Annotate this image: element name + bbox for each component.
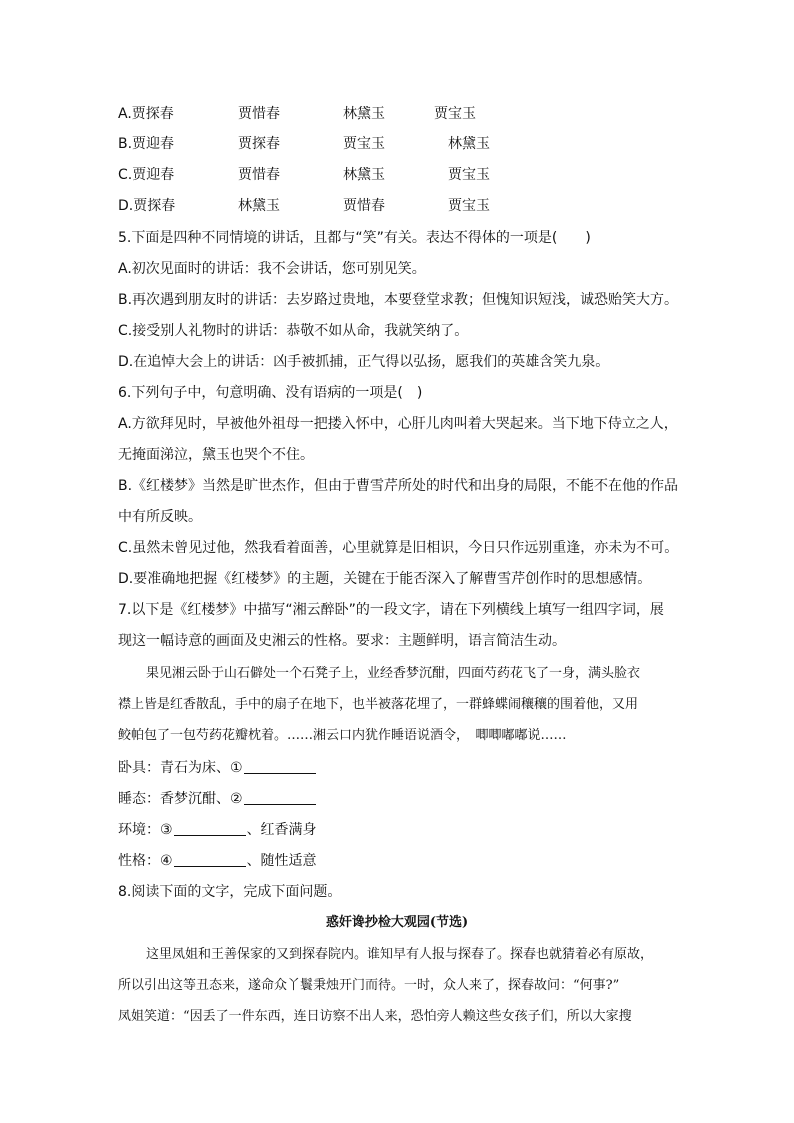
q8-passage-line1: 这里凤姐和王善保家的又到探春院内。谁知早有人报与探春了。探春也就猜着必有原故， [146,947,654,962]
q6-option-b-line1: B.《红楼梦》当然是旷世杰作，但由于曹雪芹所处的时代和出身的局限，不能不在他的作品 [118,478,679,494]
q6-option-a-line1: A.方欲拜见时，早被他外祖母一把搂入怀中，心肝儿肉叫着大哭起来。当下地下侍立之人， [118,416,678,432]
q6-option-c: C.虽然未曾见过他，然我看着面善，心里就算是旧相识，今日只作远别重逢，亦未为不可。 [118,540,679,556]
answer-prefix: 性格：④ [118,853,173,869]
q6-option-d: D.要准确地把握《红楼梦》的主题，关键在于能否深入了解曹雪芹创作时的思想感情。 [118,571,652,587]
answer-suffix: 、随性适意 [246,853,317,869]
q6-stem: 6.下列句子中，句意明确、没有语病的一项是( ) [118,385,423,401]
answer-suffix: 、红香满身 [246,822,317,838]
q7-answer-row-2 [118,789,317,809]
option-label: A.贾探春 [118,106,174,122]
q7-passage-line2: 襟上皆是红香散乱，手中的扇子在地下，也半被落花埋了，一群蜂蝶闹穰穰的围着他，又用 [118,697,639,712]
answer-blank-1[interactable] [244,759,316,774]
q7-answer-row-1 [118,758,317,778]
q5-option-d: D.在追悼大会上的讲话：凶手被抓捕，正气得以弘扬，愿我们的英雄含笑九泉。 [118,354,610,370]
option-name: 林黛玉 [343,167,385,183]
option-name: 贾宝玉 [343,136,385,152]
q7-stem-line1: 7.以下是《红楼梦》中描写“湘云醉卧”的一段文字，请在下列横线上填写一组四字词，展 [118,602,664,618]
answer-blank-4[interactable] [174,852,246,867]
q6-option-a-line2: 无掩面涕泣，黛玉也哭个不住。 [118,447,314,463]
option-name: 林黛玉 [238,198,280,214]
q8-passage-line2: 所以引出这等丑态来，遂命众丫鬟秉烛开门而待。一时，众人来了，探春故问：“何事?” [118,978,620,993]
q8-passage-line3: 凤姐笑道：“因丢了一件东西，连日访察不出人来，恐怕旁人赖这些女孩子们，所以大家搜 [118,1009,632,1024]
answer-blank-2[interactable] [244,790,316,805]
option-name: 林黛玉 [448,136,490,152]
option-label: C.贾迎春 [118,167,175,183]
option-name: 贾宝玉 [434,106,476,122]
q7-answer-row-4 [118,851,317,871]
answer-blank-3[interactable] [174,821,246,836]
q5-option-b: B.再次遇到朋友时的讲话：去岁路过贵地，本要登堂求教；但愧知识短浅，诚恐贻笑大方。 [118,292,679,308]
option-name: 贾宝玉 [448,167,490,183]
option-name: 贾惜春 [238,106,280,122]
q7-stem-line2: 现这一幅诗意的画面及史湘云的性格。要求：主题鲜明，语言简洁生动。 [118,633,566,649]
q7-answer-row-3 [118,820,317,840]
option-name: 贾探春 [238,136,280,152]
option-name: 林黛玉 [343,106,385,122]
q7-passage-line3: 鲛帕包了一包芍药花瓣枕着。……湘云口内犹作睡语说酒令， 唧唧嘟嘟说…… [118,728,567,743]
option-name: 贾宝玉 [448,198,490,214]
q6-option-b-line2: 中有所反映。 [118,509,202,525]
q8-stem: 8.阅读下面的文字，完成下面问题。 [118,884,342,900]
q5-option-a: A.初次见面时的讲话：我不会讲话，您可别见笑。 [118,261,426,277]
answer-prefix: 卧具：青石为床、① [118,760,243,776]
q8-passage-title: 惑奸谗抄检大观园(节选) [325,915,469,930]
option-label: D.贾探春 [118,198,176,214]
q5-stem: 5.下面是四种不同情境的讲话，且都与“笑”有关。表达不得体的一项是( ) [118,230,591,246]
answer-prefix: 睡态：香梦沉酣、② [118,791,243,807]
answer-prefix: 环境：③ [118,822,173,838]
option-label: B.贾迎春 [118,136,175,152]
q7-passage-line1: 果见湘云卧于山石僻处一个石凳子上，业经香梦沉酣，四面芍药花飞了一身，满头脸衣 [146,666,641,681]
option-name: 贾惜春 [343,198,385,214]
option-name: 贾惜春 [238,167,280,183]
q5-option-c: C.接受别人礼物时的讲话：恭敬不如从命，我就笑纳了。 [118,323,469,339]
